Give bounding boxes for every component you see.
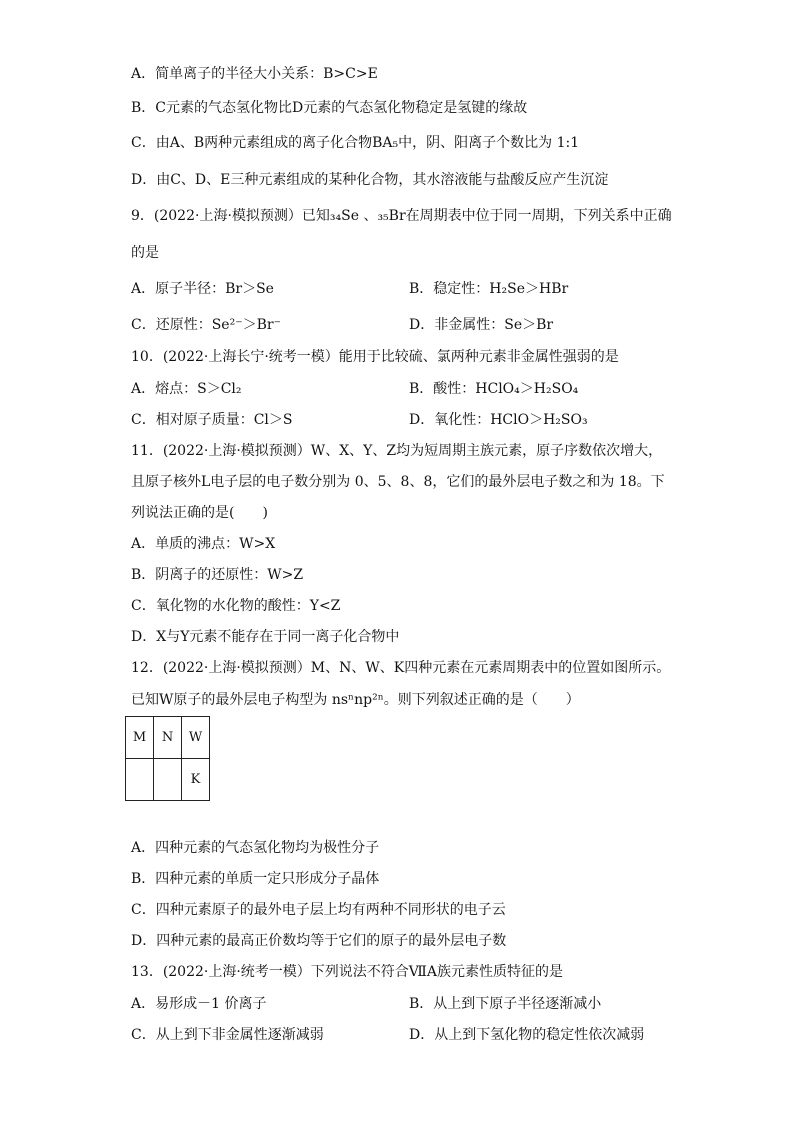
q13-option-a: A．易形成－1 价离子 — [131, 996, 267, 1012]
table-row — [126, 717, 210, 759]
q11-option-d: D．X与Y元素不能存在于同一离子化合物中 — [131, 629, 400, 645]
q10-option-b: B．酸性：HClO₄＞H₂SO₄ — [409, 381, 579, 397]
q8-option-a: A．简单离子的半径大小关系：B>C>E — [131, 66, 378, 82]
q13-option-b: B．从上到下原子半径逐渐减小 — [409, 996, 602, 1012]
q9-stem-line2: 的是 — [131, 245, 159, 261]
q9-option-a: A．原子半径：Br＞Se — [131, 281, 274, 297]
q11-option-b: B．阴离子的还原性：W>Z — [131, 567, 304, 583]
q12-option-c: C．四种元素原子的最外电子层上均有两种不同形状的电子云 — [131, 902, 506, 918]
q13-option-c: C．从上到下非金属性逐渐减弱 — [131, 1027, 324, 1043]
q12-option-b: B．四种元素的单质一定只形成分子晶体 — [131, 871, 380, 887]
q9-option-c: C．还原性：Se²⁻＞Br⁻ — [131, 317, 281, 333]
q9-stem-line1: 9．(2022·上海·模拟预测）已知₃₄Se 、₃₅Br在周期表中位于同一周期，下列关系中正确 — [131, 208, 672, 224]
q10-stem: 10．(2022·上海长宁·统考一模）能用于比较硫、氯两种元素非金属性强弱的是 — [131, 349, 619, 365]
q11-option-a: A．单质的沸点：W>X — [131, 536, 276, 552]
table-cell-n: N — [154, 717, 182, 759]
q9-option-b: B．稳定性：H₂Se＞HBr — [409, 281, 569, 297]
q12-stem-line1: 12．(2022·上海·模拟预测）M、N、W、K四种元素在元素周期表中的位置如图所示。 — [131, 660, 671, 676]
q8-option-c: C．由A、B两种元素组成的离子化合物BA₅中，阴、阳离子个数比为 1:1 — [131, 135, 580, 151]
q8-option-b: B．C元素的气态氢化物比D元素的气态氢化物稳定是氢键的缘故 — [131, 100, 528, 116]
q10-option-c: C．相对原子质量：Cl＞S — [131, 412, 293, 428]
q9-option-d: D．非金属性：Se＞Br — [409, 317, 554, 333]
q12-option-d: D．四种元素的最高正价数均等于它们的原子的最外层电子数 — [131, 933, 507, 949]
table-cell-empty — [154, 759, 182, 801]
table-cell-empty — [126, 759, 154, 801]
q11-stem-line2: 且原子核外L电子层的电子数分别为 0、5、8、8，它们的最外层电子数之和为 18。下 — [131, 474, 665, 490]
q10-option-a: A．熔点：S＞Cl₂ — [131, 381, 242, 397]
table-row — [126, 759, 210, 801]
q12-stem-line2: 已知W原子的最外层电子构型为 nsⁿnp²ⁿ。则下列叙述正确的是（ ） — [131, 692, 580, 708]
q8-option-d: D．由C、D、E三种元素组成的某种化合物，其水溶液能与盐酸反应产生沉淀 — [131, 172, 609, 188]
table-cell-k: K — [182, 759, 210, 801]
q13-stem: 13．(2022·上海·统考一模）下列说法不符合ⅦA族元素性质特征的是 — [131, 964, 563, 980]
table-cell-w: W — [182, 717, 210, 759]
q12-option-a: A．四种元素的气态氢化物均为极性分子 — [131, 840, 380, 856]
q13-option-d: D．从上到下氢化物的稳定性依次减弱 — [409, 1027, 645, 1043]
q11-stem-line1: 11．(2022·上海·模拟预测）W、X、Y、Z均为短周期主族元素，原子序数依次增大， — [131, 443, 663, 459]
q10-option-d: D．氧化性：HClO＞H₂SO₃ — [409, 412, 588, 428]
periodic-position-table — [125, 716, 210, 801]
q11-option-c: C．氧化物的水化物的酸性：Y<Z — [131, 598, 341, 614]
q11-stem-line3: 列说法正确的是( ) — [131, 505, 268, 521]
table-cell-m: M — [126, 717, 154, 759]
